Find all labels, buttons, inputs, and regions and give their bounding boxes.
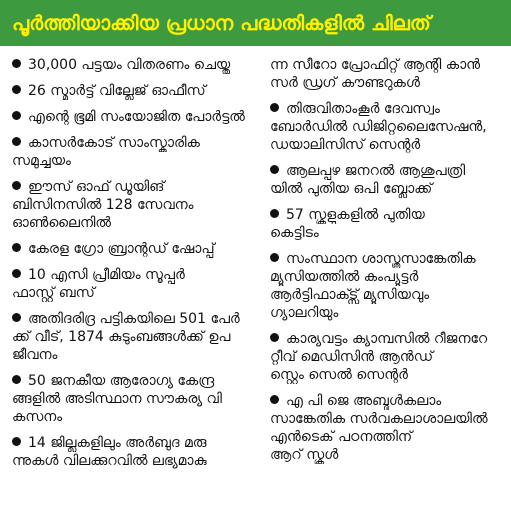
list-item-line: ബോർഡിൽ ഡിജിറ്റലൈസേഷൻ, [270, 119, 487, 135]
bullet-icon [12, 243, 21, 252]
list-item-line: റ്റീവ് മെഡിസിൻ ആൻഡ് [270, 349, 434, 365]
bullet-icon [12, 111, 21, 120]
list-item-line [12, 82, 262, 100]
list-item [12, 240, 262, 258]
list-item [12, 372, 262, 426]
list-item-line: യിൽ പുതിയ ഒപി ബ്ലോക്ക് [270, 181, 433, 197]
list-item-text: എന്റെ ഭൂമി സംയോജിത പോർട്ടൽ [28, 109, 245, 125]
left-column [12, 56, 262, 478]
bullet-icon [270, 253, 279, 262]
bullet-icon [12, 181, 21, 190]
bullet-icon [12, 269, 21, 278]
list-item-text: തിരുവിതാംകൂർ ദേവസ്വം [286, 101, 440, 117]
list-item [12, 434, 262, 470]
list-item-text: കേരള ഗ്രോ ബ്രാന്റഡ് ഷോപ്പ് [28, 241, 215, 257]
list-item-line: എൻടെക് പഠനത്തിന് [270, 429, 413, 445]
list-item-line [12, 178, 262, 196]
list-item-line [270, 162, 506, 180]
list-item-line: ന്നുകൾ വിലക്കുറവിൽ ലഭ്യമാകു [12, 453, 207, 469]
list-item-line [12, 266, 262, 284]
list-item-line: സർ ഡ്രഗ് കൗണ്ടറുകൾ [270, 75, 420, 91]
list-item-line: ആർട്ടിഫാക്ട്സ് മ്യൂസിയവും [270, 287, 430, 303]
list-item-line [12, 372, 262, 390]
bullet-icon [12, 137, 21, 146]
list-item-line: ങ്ങളിൽ അടിസ്ഥാന സൗകര്യ വി [12, 391, 222, 407]
bullet-icon [12, 313, 21, 322]
list-item [12, 56, 262, 74]
list-item-line [270, 250, 506, 268]
list-item-line: ന്ന സീറോ പ്രോഫിറ്റ് ആന്റി കാൻ [270, 57, 481, 73]
list-item-line: ജീവനം [12, 347, 58, 363]
list-item-line [270, 206, 506, 224]
list-item-text: 10 എസി പ്രീമിയം സൂപ്പർ [28, 267, 185, 283]
list-item-line: ഓൺലൈനിൽ [12, 215, 112, 231]
list-item-line: ഗ്യാലറിയും [270, 305, 339, 321]
bullet-icon [270, 209, 279, 218]
list-item-text: കാര്യവട്ടം ക്യാമ്പസിൽ റീജനറേ [286, 331, 488, 347]
list-item-line [270, 100, 506, 118]
list-item-line: കസനം [12, 409, 63, 425]
bullet-icon [270, 165, 279, 174]
list-item-line: ക്ക് വീട്, 1874 കുടുംബങ്ങൾക്ക് ഉപ [12, 329, 231, 345]
list-item [12, 178, 262, 232]
list-item-line: സമുച്ചയം [12, 153, 71, 169]
list-item-line [12, 134, 262, 152]
list-item [12, 82, 262, 100]
list-item-line: ആറ് സ്കൂൾ [270, 447, 339, 463]
bullet-icon [270, 395, 279, 404]
list-item-text: 14 ജില്ലകളിലും അർബുദ മരു [28, 435, 207, 451]
list-item-line: സ്റ്റെം സെൽ സെന്റർ [270, 367, 408, 383]
list-item-line [12, 240, 262, 258]
list-item [12, 134, 262, 170]
list-item-text: 26 സ്മാർട്ട് വില്ലേജ് ഓഫീസ് [28, 83, 206, 99]
bullet-icon [12, 85, 21, 94]
list-item-line [12, 56, 262, 74]
list-item [270, 250, 506, 322]
list-item-line: ഡയാലിസിസ് സെന്റർ [270, 137, 421, 153]
bullet-icon [12, 437, 21, 446]
list-item-line: കെട്ടിടം [270, 225, 319, 241]
list-item-text: 30,000 പട്ടയം വിതരണം ചെയ്തു [28, 57, 231, 73]
list-item [12, 266, 262, 302]
list-item [12, 310, 262, 364]
list-item-text: എ പി ജെ അബ്ദുൾകലാം [286, 393, 442, 409]
bullet-icon [270, 103, 279, 112]
list-item-text: കാസർകോട് സാംസ്കാരിക [28, 135, 200, 151]
list-item [270, 206, 506, 242]
list-item [270, 392, 506, 464]
list-item-text: ഈസ് ഓഫ് ഡൂയിങ് [28, 179, 165, 195]
list-item-line: മ്യൂസിയത്തിൽ കംപ്യൂട്ടർ [270, 269, 419, 285]
list-item-line: ബിസിനസിൽ 128 സേവനം [12, 197, 194, 213]
list-item [270, 330, 506, 384]
list-item [12, 108, 262, 126]
list-item-line [12, 108, 262, 126]
list-item-text: ആലപ്പുഴ ജനറൽ ആശുപത്രി [286, 163, 466, 179]
list-item-text: 57 സ്കൂളുകളിൽ പുതിയ [286, 207, 425, 223]
list-item [270, 162, 506, 198]
page-title: പൂർത്തിയാക്കിയ പ്രധാന പദ്ധതികളിൽ ചിലത് [0, 0, 511, 46]
list-item-line [12, 310, 262, 328]
list-item-text: 50 ജനകീയ ആരോഗ്യ കേന്ദ്ര [28, 373, 215, 389]
list-item-line: ഫാസ്റ്റ് ബസ് [12, 285, 95, 301]
list-item-text: സംസ്ഥാന ശാസ്ത്രസാങ്കേതിക [286, 251, 476, 267]
right-column [270, 56, 506, 472]
list-item-line [270, 392, 506, 410]
list-item [270, 100, 506, 154]
bullet-icon [12, 59, 21, 68]
bullet-icon [12, 375, 21, 384]
list-item-line: സാങ്കേതിക സർവകലാശാലയിൽ [270, 411, 488, 427]
bullet-icon [270, 333, 279, 342]
list-item-text: അതിദരിദ്ര പട്ടികയിലെ 501 പേർ [28, 311, 240, 327]
list-item-line [12, 434, 262, 452]
list-item-line [270, 330, 506, 348]
list-item-continuation [270, 56, 506, 92]
